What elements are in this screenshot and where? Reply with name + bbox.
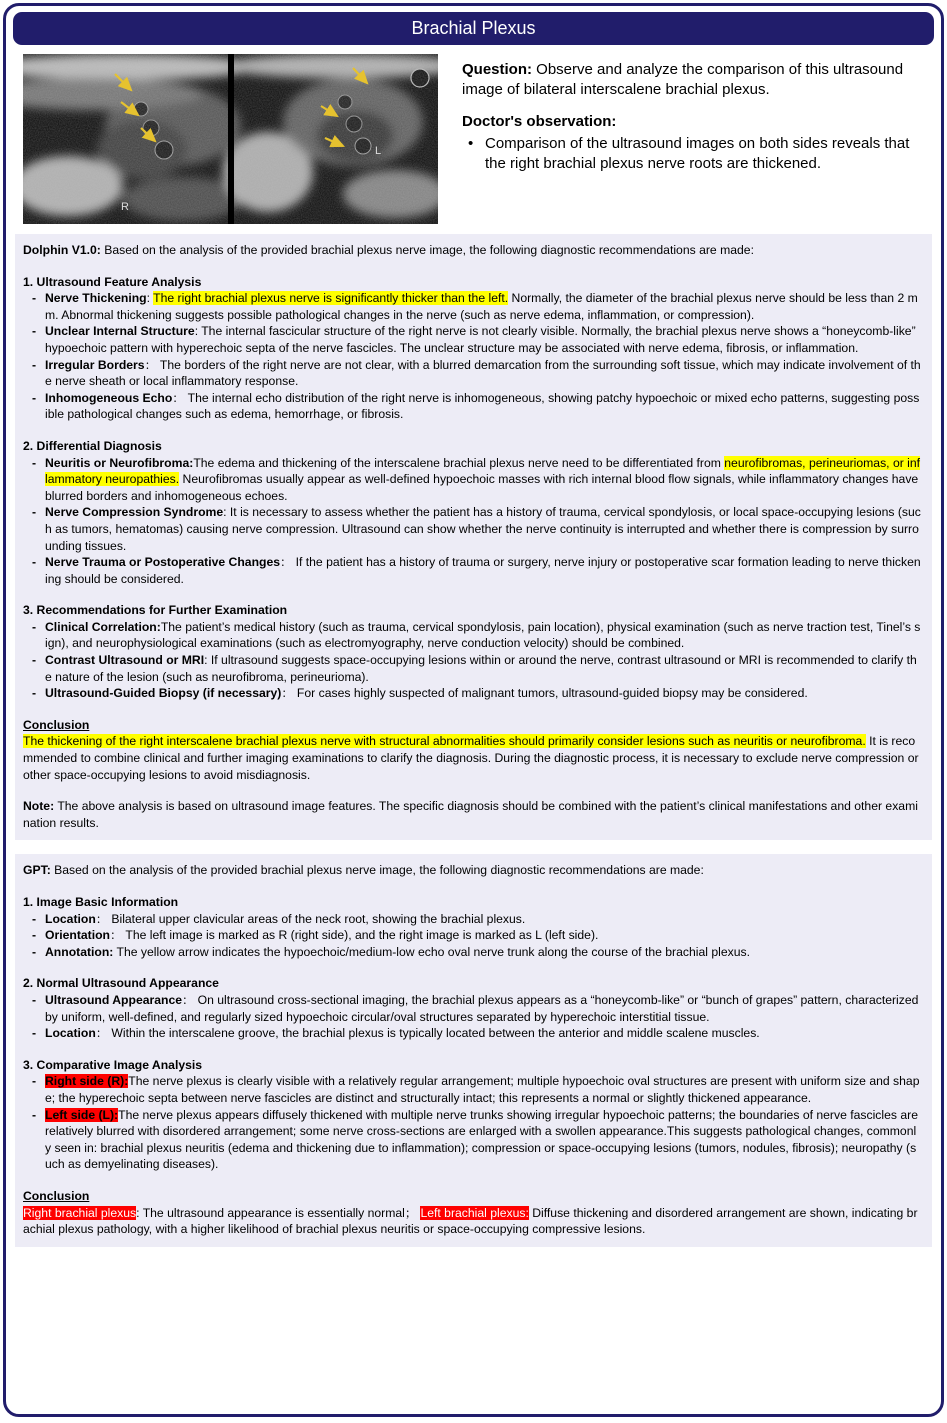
paragraph — [23, 733, 922, 783]
bullet-text — [45, 554, 922, 587]
text-segment: Orientation — [45, 928, 111, 943]
text-segment: The nerve plexus appears diffusely thickened with multiple nerve trunks showing irregular hypoechoic patterns; the boundaries of nerve fascicles are relatively blurred with disordered arrangement; some nerve cross-sections are enlarged with a swollen appearance.This suggests pathological changes, commonly seen in: brachial plexus neuritis (edema and thickening due to inflammation); compression or space-occupying lesions (tumors, nodules, fibrosis); neuropathy (such as demyelinating diseases). — [45, 1107, 918, 1172]
bullet-dash: - — [32, 1074, 37, 1089]
bullet-item — [23, 992, 922, 1025]
text-segment: Nerve Trauma or Postoperative Changes — [45, 555, 281, 570]
bullet-dash: - — [32, 1107, 37, 1122]
bullet-dash: - — [32, 944, 37, 959]
bullet-item — [23, 927, 922, 944]
bullet-item — [23, 357, 922, 390]
observation-item — [462, 134, 922, 174]
blank-line — [23, 1042, 922, 1057]
bullet-dash: - — [32, 928, 37, 943]
section-heading — [23, 717, 922, 734]
ultrasound-label-l: L — [375, 145, 382, 157]
bullet-dash: - — [32, 291, 37, 306]
section-heading — [23, 894, 922, 911]
section-heading — [23, 274, 922, 291]
text-segment: 3. Comparative Image Analysis — [23, 1057, 203, 1072]
bullet-text — [45, 290, 922, 323]
bullet-item — [23, 290, 922, 323]
bullet-text — [45, 504, 922, 554]
bullet-item — [23, 944, 922, 961]
bullet-dash: - — [32, 455, 37, 470]
bullet-text — [45, 652, 922, 685]
bullet-text — [45, 992, 922, 1025]
report-page — [3, 3, 944, 1417]
text-segment: The patient’s medical history (such as trauma, cervical spondylosis, pain location), physical examination (such as nerve traction test, Tinel’s sign), and neurophysiological examinations (such as electromyography, nerve conduction velocity) should be combined. — [45, 619, 921, 651]
section-heading — [23, 438, 922, 455]
ultrasound-image — [23, 54, 438, 224]
text-segment: ： On ultrasound cross-sectional imaging, the brachial plexus appears as a “honeycomb-like” or “bunch of grapes” pattern, characterized by uniform, well-defined, and regularly sized hypoechoic circular/oval structures separated by hyperechoic interstitial tissue. — [45, 992, 919, 1024]
bullet-text — [45, 1025, 922, 1042]
dolphin-analysis-panel — [15, 234, 932, 840]
bullet-item — [23, 685, 922, 702]
panel-divider — [228, 54, 234, 224]
bullet-text — [45, 927, 922, 944]
question-block — [462, 54, 926, 224]
bullet-item — [23, 1107, 922, 1173]
text-segment: ： If the patient has a history of trauma or surgery, nerve injury or postoperative scar formation leading to nerve thickening should be considered. — [45, 555, 921, 586]
text-segment: 2. Differential Diagnosis — [23, 438, 162, 453]
text-segment: Nerve Compression Syndrome — [45, 505, 224, 520]
blank-line — [23, 259, 922, 274]
text-segment: Note: — [23, 799, 55, 814]
text-segment: Conclusion — [23, 717, 90, 732]
text-segment: Clinical Correlation: — [45, 619, 161, 634]
highlighted-text: Right side (R): — [45, 1074, 129, 1089]
blank-line — [23, 960, 922, 975]
text-segment: The yellow arrow indicates the hypoechoic/medium-low echo oval nerve trunk along the course of the brachial plexus. — [113, 944, 750, 959]
bullet-dash: - — [32, 911, 37, 926]
text-segment: It is recommended to combine clinical and further imaging examinations to clarify the diagnosis. During the diagnostic process, it is necessary to exclude nerve compression or other space-occupying lesions to avoid misdiagnosis. — [23, 734, 919, 782]
question-text: Observe and analyze the comparison of this ultrasound image of bilateral interscalene brachial plexus. — [462, 61, 904, 99]
text-segment: Ultrasound Appearance — [45, 992, 183, 1007]
text-segment: : The internal fascicular structure of the right nerve is not clearly visible. Normally, the brachial plexus nerve shows a “honeycomb-like” hypoechoic pattern with hyperechoic septa of the nerve fascicles. The unclear structure may be associated with nerve edema, fibrosis, or inflammation. — [45, 324, 916, 355]
case-header — [13, 45, 934, 228]
question-line — [462, 60, 922, 100]
text-segment: Based on the analysis of the provided brachial plexus nerve image, the following diagnostic recommendations are made: — [100, 243, 754, 257]
highlighted-text: The right brachial plexus nerve is significantly thicker than the left. — [153, 291, 509, 306]
bullet-dot-icon: • — [468, 135, 474, 153]
ultrasound-label-r: R — [121, 201, 129, 213]
blank-line — [23, 587, 922, 602]
text-segment: ： Within the interscalene groove, the brachial plexus is typically located between the anterior and middle scalene muscles. — [95, 1026, 760, 1041]
section-heading — [23, 602, 922, 619]
text-segment: Diffuse thickening and disordered arrangement are shown, indicating brachial plexus pathology, with a higher likelihood of brachial plexus neuritis or space-occupying compressive lesions. — [23, 1205, 918, 1237]
section-heading — [23, 975, 922, 992]
doctor-observation-label: Doctor's observation: — [462, 113, 617, 131]
bullet-item — [23, 390, 922, 423]
text-segment: 2. Normal Ultrasound Appearance — [23, 976, 219, 991]
bullet-dash: - — [32, 357, 37, 372]
section-heading — [23, 1057, 922, 1074]
text-segment: Neuritis or Neurofibroma: — [45, 455, 194, 470]
text-segment: The above analysis is based on ultrasound image features. The specific diagnosis should be combined with the patient’s clinical manifestations and other examination results. — [23, 799, 918, 830]
bullet-item — [23, 911, 922, 928]
bullet-dash: - — [32, 619, 37, 634]
text-segment: Nerve Thickening — [45, 291, 147, 306]
bullet-text — [45, 619, 922, 652]
text-segment: Dolphin V1.0: — [23, 243, 101, 257]
highlighted-text: Left side (L): — [45, 1107, 119, 1122]
bullet-text — [45, 357, 922, 390]
bullet-text — [45, 455, 922, 505]
bullet-text — [45, 1073, 922, 1106]
text-segment: Ultrasound-Guided Biopsy (if necessary) — [45, 686, 282, 701]
bullet-item — [23, 455, 922, 505]
gpt-analysis-panel — [15, 854, 932, 1246]
paragraph — [23, 1205, 922, 1238]
bullet-text — [45, 323, 922, 356]
bullet-item — [23, 323, 922, 356]
bullet-dash: - — [32, 390, 37, 405]
text-segment: ： For cases highly suspected of malignant tumors, ultrasound-guided biopsy may be considered. — [281, 686, 808, 701]
blank-line — [23, 783, 922, 798]
text-segment: : If ultrasound suggests space-occupying lesions within or around the nerve, contrast ultrasound or MRI is recommended to clarify the nature of the lesion (such as neurofibroma, perineurioma). — [45, 653, 917, 684]
page-title: Brachial Plexus — [13, 12, 934, 45]
text-segment: Inhomogeneous Echo — [45, 390, 173, 405]
ultrasound-figure — [23, 54, 438, 224]
bullet-dash: - — [32, 555, 37, 570]
bullet-dash: - — [32, 686, 37, 701]
paragraph — [23, 798, 922, 831]
blank-line — [23, 702, 922, 717]
bullet-text — [45, 390, 922, 423]
text-segment: 1. Image Basic Information — [23, 895, 179, 909]
blank-line — [23, 879, 922, 894]
bullet-item — [23, 652, 922, 685]
highlighted-text: The thickening of the right interscalene brachial plexus nerve with structural abnormalities should primarily consider lesions such as neuritis or neurofibroma. — [23, 734, 866, 749]
text-segment: : The ultrasound appearance is essentially normal； — [136, 1205, 421, 1220]
text-segment: The nerve plexus is clearly visible with a relatively regular arrangement; multiple hypoechoic oval structures are present with uniform size and shape; the hyperechoic septa between nerve fascicles are distinct and structurally intact; this represents a normal or slightly thickened appearance. — [45, 1074, 920, 1105]
text-segment: Annotation: — [45, 944, 114, 959]
text-segment: GPT: — [23, 863, 51, 878]
bullet-dash: - — [32, 324, 37, 339]
highlighted-text: Left brachial plexus: — [420, 1205, 529, 1220]
text-segment: Neurofibromas usually appear as well-defined hypoechoic masses with rich internal blood flow signals, while inflammatory changes have blurred borders and inhomogeneous echoes. — [45, 472, 919, 503]
bullet-text — [45, 911, 922, 928]
text-segment: Irregular Borders — [45, 357, 145, 372]
bullet-dash: - — [32, 992, 37, 1007]
text-segment: Contrast Ultrasound or MRI — [45, 653, 205, 668]
text-segment: Normally, the diameter of the brachial plexus nerve should be less than 2 mm. Abnormal thickening suggests possible pathological changes in the nerve (such as nerve edema, inflammation, or compression). — [45, 291, 918, 322]
highlighted-text: neurofibromas, perineuriomas, or inflammatory neuropathies. — [45, 455, 921, 487]
text-segment: ： The internal echo distribution of the right nerve is inhomogeneous, showing patchy hypoechoic or mixed echo patterns, suggesting possible pathological changes such as edema, hemorrhage, or fibrosis. — [45, 390, 920, 422]
text-segment: Location — [45, 911, 96, 926]
text-segment: The edema and thickening of the interscalene brachial plexus nerve need to be differentiated from — [193, 455, 725, 470]
bullet-item — [23, 554, 922, 587]
text-segment: Unclear Internal Structure — [45, 324, 195, 339]
text-segment: Conclusion — [23, 1188, 90, 1203]
blank-line — [23, 423, 922, 438]
text-segment: Based on the analysis of the provided brachial plexus nerve image, the following diagnostic recommendations are made: — [50, 863, 704, 878]
bullet-text — [45, 944, 922, 961]
observation-text: Comparison of the ultrasound images on both sides reveals that the right brachial plexus nerve roots are thickened. — [485, 135, 910, 173]
bullet-text — [45, 1107, 922, 1173]
text-segment: : It is necessary to assess whether the patient has a history of trauma, cervical spondylosis, or local space-occupying lesions (such as tumors, hematomas) causing nerve compression. Ultrasound can show whether the nerve continuity is interrupted and whether there is compression by surrounding tissues. — [45, 505, 921, 553]
section-heading — [23, 1188, 922, 1205]
highlighted-text: Right brachial plexus — [23, 1205, 137, 1220]
text-segment: ： The left image is marked as R (right side), and the right image is marked as L (left side). — [110, 928, 599, 943]
bullet-dash: - — [32, 1026, 37, 1041]
bullet-item — [23, 1025, 922, 1042]
bullet-text — [45, 685, 922, 702]
text-segment: 3. Recommendations for Further Examination — [23, 603, 288, 618]
text-segment: : — [146, 291, 154, 306]
bullet-dash: - — [32, 653, 37, 668]
text-segment: ： Bilateral upper clavicular areas of the neck root, showing the brachial plexus. — [95, 911, 526, 926]
text-segment: Location — [45, 1026, 96, 1041]
bullet-item — [23, 619, 922, 652]
paragraph — [23, 862, 922, 879]
text-segment: 1. Ultrasound Feature Analysis — [23, 274, 202, 289]
bullet-dash: - — [32, 505, 37, 520]
paragraph — [23, 242, 922, 259]
bullet-item — [23, 504, 922, 554]
text-segment: ： The borders of the right nerve are not clear, with a blurred demarcation from the surrounding soft tissue, which may indicate involvement of the nerve sheath or local inflammatory response. — [45, 357, 921, 389]
blank-line — [23, 1173, 922, 1188]
question-label: Question: — [462, 61, 532, 78]
bullet-item — [23, 1073, 922, 1106]
